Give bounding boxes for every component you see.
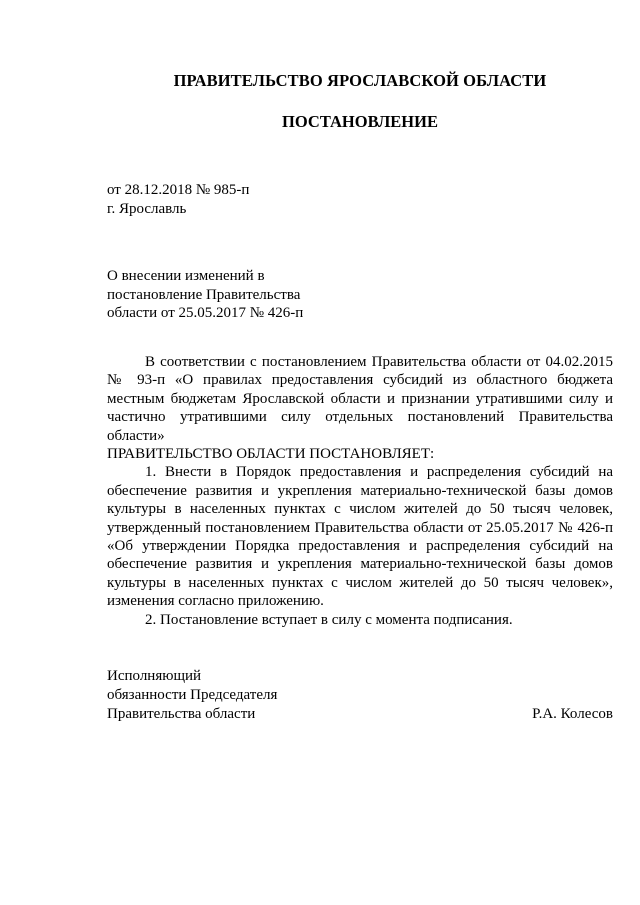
date-number-block [107,181,249,219]
signature-row [107,705,613,724]
document-body [107,353,613,629]
document-subject [107,267,367,323]
organization-title: ПРАВИТЕЛЬСТВО ЯРОСЛАВСКОЙ ОБЛАСТИ [173,71,547,90]
decree-line: ПРАВИТЕЛЬСТВО ОБЛАСТИ ПОСТАНОВЛЯЕТ: [107,446,435,463]
signer-position-line-2: обязанности Председателя [107,687,278,703]
preamble-paragraph: В соответствии с постановлением Правительства области от 04.02.2015 № 93-п «О правилах предоставления субсидий из областного бюджета местным бюджетам Ярославской области и признании утратившими силу и частично утратившими силу отдельных постановлений Правительства области» [107,354,613,444]
subject-line-3: области от 25.05.2017 № 426-п [107,305,304,321]
subject-line-2: постановление Правительства [107,286,301,303]
item-2-paragraph: 2. Постановление вступает в силу с момента подписания. [145,611,513,628]
signer-position-line-1: Исполняющий [107,668,202,684]
item-1-paragraph: 1. Внести в Порядок предоставления и распределения субсидий на обеспечение развития и укрепления материально-технической базы домов культуры в населенных пунктах с числом жителей до 50 тысяч человек, утвержденный постановлением Правительства области от 25.05.2017 № 426-п «Об утверждении Порядка предоставления и распределения субсидий на обеспечение развития и укрепления материально-технической базы домов культуры в населенных пунктах с числом жителей до 50 тысяч человек», изменения согласно приложению. [107,464,613,610]
date-number: от 28.12.2018 № 985-п [107,182,250,198]
signer-position-line-3: Правительства области [107,706,256,722]
subject-line-1: О внесении изменений в [107,268,265,284]
signer-name: Р.А. Колесов [532,706,613,722]
signature-block [107,667,613,724]
city: г. Ярославль [107,201,187,217]
document-type: ПОСТАНОВЛЕНИЕ [282,112,438,131]
